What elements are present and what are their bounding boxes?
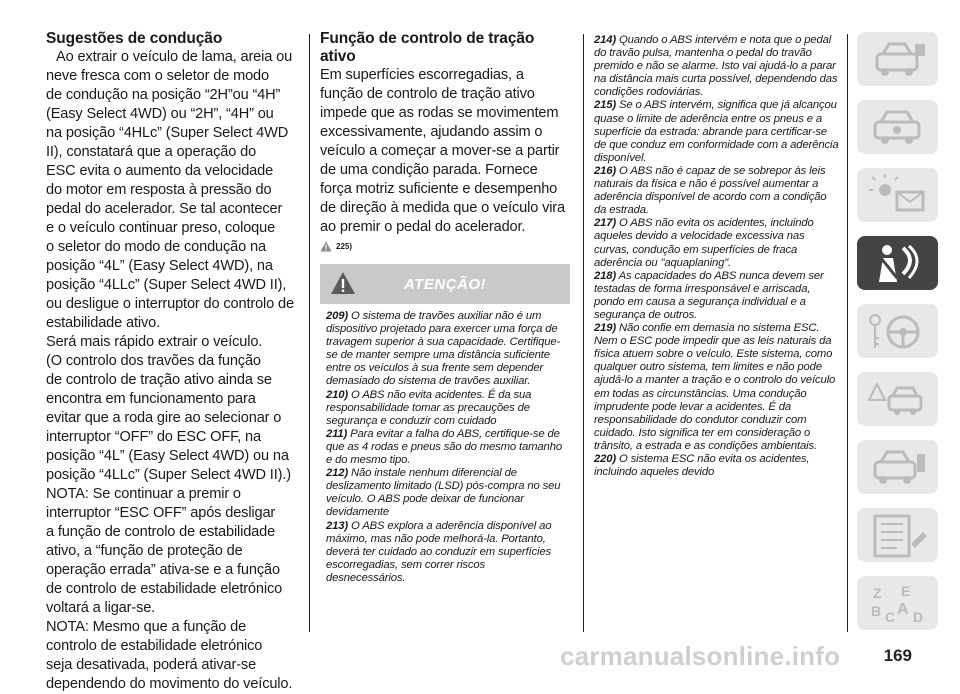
watermark: carmanualsonline.info [560,641,841,671]
warning-text: Se o ABS intervém, significa que já alcançou quase o limite de aderência entre os pneus e a superfície da estrada: abrande para certificar-se de que conduz em conformidade com a aderência disponível. [594,99,839,164]
warning-number: 215) [594,99,617,112]
warning-item [594,270,840,322]
svg-text:A: A [897,601,909,618]
body-text [320,66,570,237]
warning-item [326,467,566,519]
text-line: de direção à medida que o veículo vira [320,200,565,216]
warning-number: 216) [594,164,617,177]
page-number: 169 [883,646,912,665]
text-line: (O controlo dos travões da função [46,353,261,369]
car-info-icon [867,38,929,82]
text-line: do motor em resposta à pressão do [46,182,272,198]
text-line: voltará a ligar-se. [46,600,156,616]
text-line: Será mais rápido extrair o veículo. [46,334,263,350]
warning-reference [320,241,570,252]
text-line: evitar que a roda gire ao selecionar o [46,410,282,426]
warning-text: Não confie em demasia no sistema ESC. Nem o ESC pode impedir que as leis naturais da física atuem sobre o veículo. Este sistema, como qualquer outro sistema, tem limites e não pode ajudá-lo a manter a tração e o controlo do veículo em todas as circunstâncias. Uma condução imprudente pode levar a acidentes. É da responsabilidade do condutor conduzir com cuidado. Isto significa ter em consideração o trânsito, a estrada e as condições ambientais. [594,322,836,452]
warning-number: 212) [326,467,349,480]
text-line: posição “4L” (Easy Select 4WD) ou na [46,448,289,464]
chapter-tab[interactable] [857,440,938,494]
warning-number: 209) [326,310,349,322]
warning-list [320,304,570,585]
car-dashboard-icon [867,106,929,150]
warning-triangle-car-icon [867,378,929,422]
text-line: ESC evita o aumento da velocidade [46,163,274,179]
warning-number: 219) [594,322,617,335]
warning-item [594,322,840,453]
text-line: interruptor “OFF” do ESC OFF, na [46,429,261,445]
chapter-tab[interactable] [857,168,938,222]
warning-item [594,165,840,217]
warning-item [594,453,840,479]
chapter-tab[interactable] [857,372,938,426]
svg-text:Z: Z [873,585,882,601]
warning-item [326,520,566,585]
text-line: operação errada” ativa-se e a função [46,562,280,578]
column-traction-control [320,30,570,585]
warning-triangle-icon [320,241,332,252]
reference-number: 225) [336,242,353,251]
text-line: Em superfícies escorregadias, a [320,67,524,83]
text-line: interruptor “ESC OFF” após desligar [46,505,276,521]
text-line: de controlo de tração ativo ainda se [46,372,272,388]
text-line: neve fresca com o seletor de modo [46,68,269,84]
warning-number: 217) [594,217,617,230]
warning-item [594,99,840,164]
svg-text:C: C [885,609,896,625]
column-divider [583,34,584,632]
text-line: posição “4L” (Easy Select 4WD), na [46,258,273,274]
text-line: função de controlo de tração ativo [320,86,535,102]
svg-text:E: E [901,583,911,599]
warning-number: 218) [594,269,617,282]
warning-text: As capacidades do ABS nunca devem ser testadas de forma irresponsável e arriscada, pondo em causa a segurança individual e a segurança de outros. [594,269,824,321]
text-line: de controlo de estabilidade eletrónico [46,581,283,597]
key-steering-icon [867,310,929,354]
warning-text: O sistema de travões auxiliar não é um dispositivo projetado para exercer uma força de travagem superior à sua capacidade. Certifique-se de manter sempre uma distância suficiente entre os veículos à sua frente sem depender demasiado do sistema de travões auxiliar. [326,310,561,388]
text-line: controlo de estabilidade eletrónico [46,638,263,654]
text-line: impede que as rodas se movimentem [320,105,559,121]
chapter-tab[interactable] [857,100,938,154]
text-line: de condução na posição “2H”ou “4H” [46,87,281,103]
text-line: dependendo do movimento do veículo. [46,676,293,692]
column-divider [309,34,310,632]
warning-text: O sistema ESC não evita os acidentes, incluindo aqueles devido [594,453,810,479]
warning-number: 211) [326,427,348,440]
warning-text: O ABS explora a aderência disponível ao máximo, mas não pode melhorá-la. Portanto, deverá ter cuidado ao conduzir em superfícies escorregadias, sem correr riscos desnecessários. [326,519,552,584]
text-line: de uma condição parada. Fornece [320,162,538,178]
specifications-list-icon [867,514,929,558]
text-line: e o veículo continuar preso, coloque [46,220,276,236]
text-line: NOTA: Mesmo que a função de [46,619,247,635]
warning-triangle-icon [330,270,356,296]
chapter-tab[interactable] [857,304,938,358]
text-line: força motriz suficiente e desempenho [320,181,558,197]
warning-number: 220) [594,453,617,465]
text-line: excessivamente, ajudando assim o [320,124,543,140]
warning-text: Quando o ABS intervém e nota que o pedal do travão pulsa, mantenha o pedal do travão premido e não se alarme. Isto vai ajudá-lo a parar na distância mais curta possível, dependendo das condições rodoviárias. [594,34,838,99]
warning-text: O ABS não é capaz de se sobrepor às leis naturais da física e não é possível aumentar a aderência disponível de acordo com a condição da estrada. [594,164,827,217]
text-line: (Easy Select 4WD) ou “2H”, “4H” ou [46,106,274,122]
warning-text: Não instale nenhum diferencial de deslizamento limitado (LSD) pós-compra no seu veículo. O ABS pode deixar de funcionar devidamente [326,467,561,519]
text-line: Ao extrair o veículo de lama, areia ou [56,49,293,65]
column-driving-tips [46,30,296,694]
warning-item [594,34,840,99]
chapter-tab[interactable] [857,236,938,290]
text-line: veículo a começar a mover-se a partir [320,143,560,159]
text-line: ou desligue o interruptor do controlo de [46,296,294,312]
warning-title: ATENÇÃO! [403,275,487,293]
chapter-tab[interactable] [857,32,938,86]
lights-message-icon [867,174,929,218]
seatbelt-airbag-icon [867,242,929,286]
warning-item [326,389,566,428]
text-line: posição “4LLc” (Super Select 4WD II).) [46,467,291,483]
warning-number: 210) [326,388,349,401]
car-service-icon [867,446,929,490]
svg-text:D: D [913,609,924,625]
warning-text: Para evitar a falha do ABS, certifique-se de que as 4 rodas e pneus são do mesmo tamanho e do mesmo tipo. [326,427,562,467]
text-line: NOTA: Se continuar a premir o [46,486,241,502]
warning-item [594,217,840,269]
warning-item [326,310,566,389]
text-line: ativo, a “função de proteção de [46,543,243,559]
section-heading: Função de controlo de tração ativo [320,30,535,65]
warning-number: 214) [594,34,617,46]
warning-list [594,34,840,479]
text-line: encontra em funcionamento para [46,391,256,407]
warning-text: O ABS não evita os acidentes, incluindo aqueles devido a velocidade excessiva nas curvas, condução em superfícies de fraca aderência ou "aquaplaning". [594,217,814,269]
body-text [46,48,296,694]
text-line: o seletor do modo de condução na [46,239,266,255]
alphabetical-index-icon [867,582,929,626]
text-line: na posição “4HLc” (Super Select 4WD [46,125,289,141]
warning-header [320,264,570,304]
column-divider [847,34,848,632]
text-line: posição “4LLc” (Super Select 4WD II), [46,277,287,293]
text-line: II), constatará que a operação do [46,144,257,160]
warning-text: O ABS não evita acidentes. É da sua responsabilidade tomar as precauções de segurança e conduzir com cuidado [326,388,532,427]
chapter-tab[interactable] [857,576,938,630]
column-warnings-continued [594,34,840,479]
text-line: pedal do acelerador. Se tal acontecer [46,201,283,217]
warning-number: 213) [326,519,349,532]
chapter-tab[interactable] [857,508,938,562]
text-line: seja desativada, poderá ativar-se [46,657,257,673]
text-line: ao premir o pedal do acelerador. [320,219,526,235]
text-line: a função de controlo de estabilidade [46,524,276,540]
warning-item [326,428,566,467]
section-heading: Sugestões de condução [46,30,223,47]
text-line: estabilidade ativo. [46,315,160,331]
svg-text:B: B [871,603,882,619]
